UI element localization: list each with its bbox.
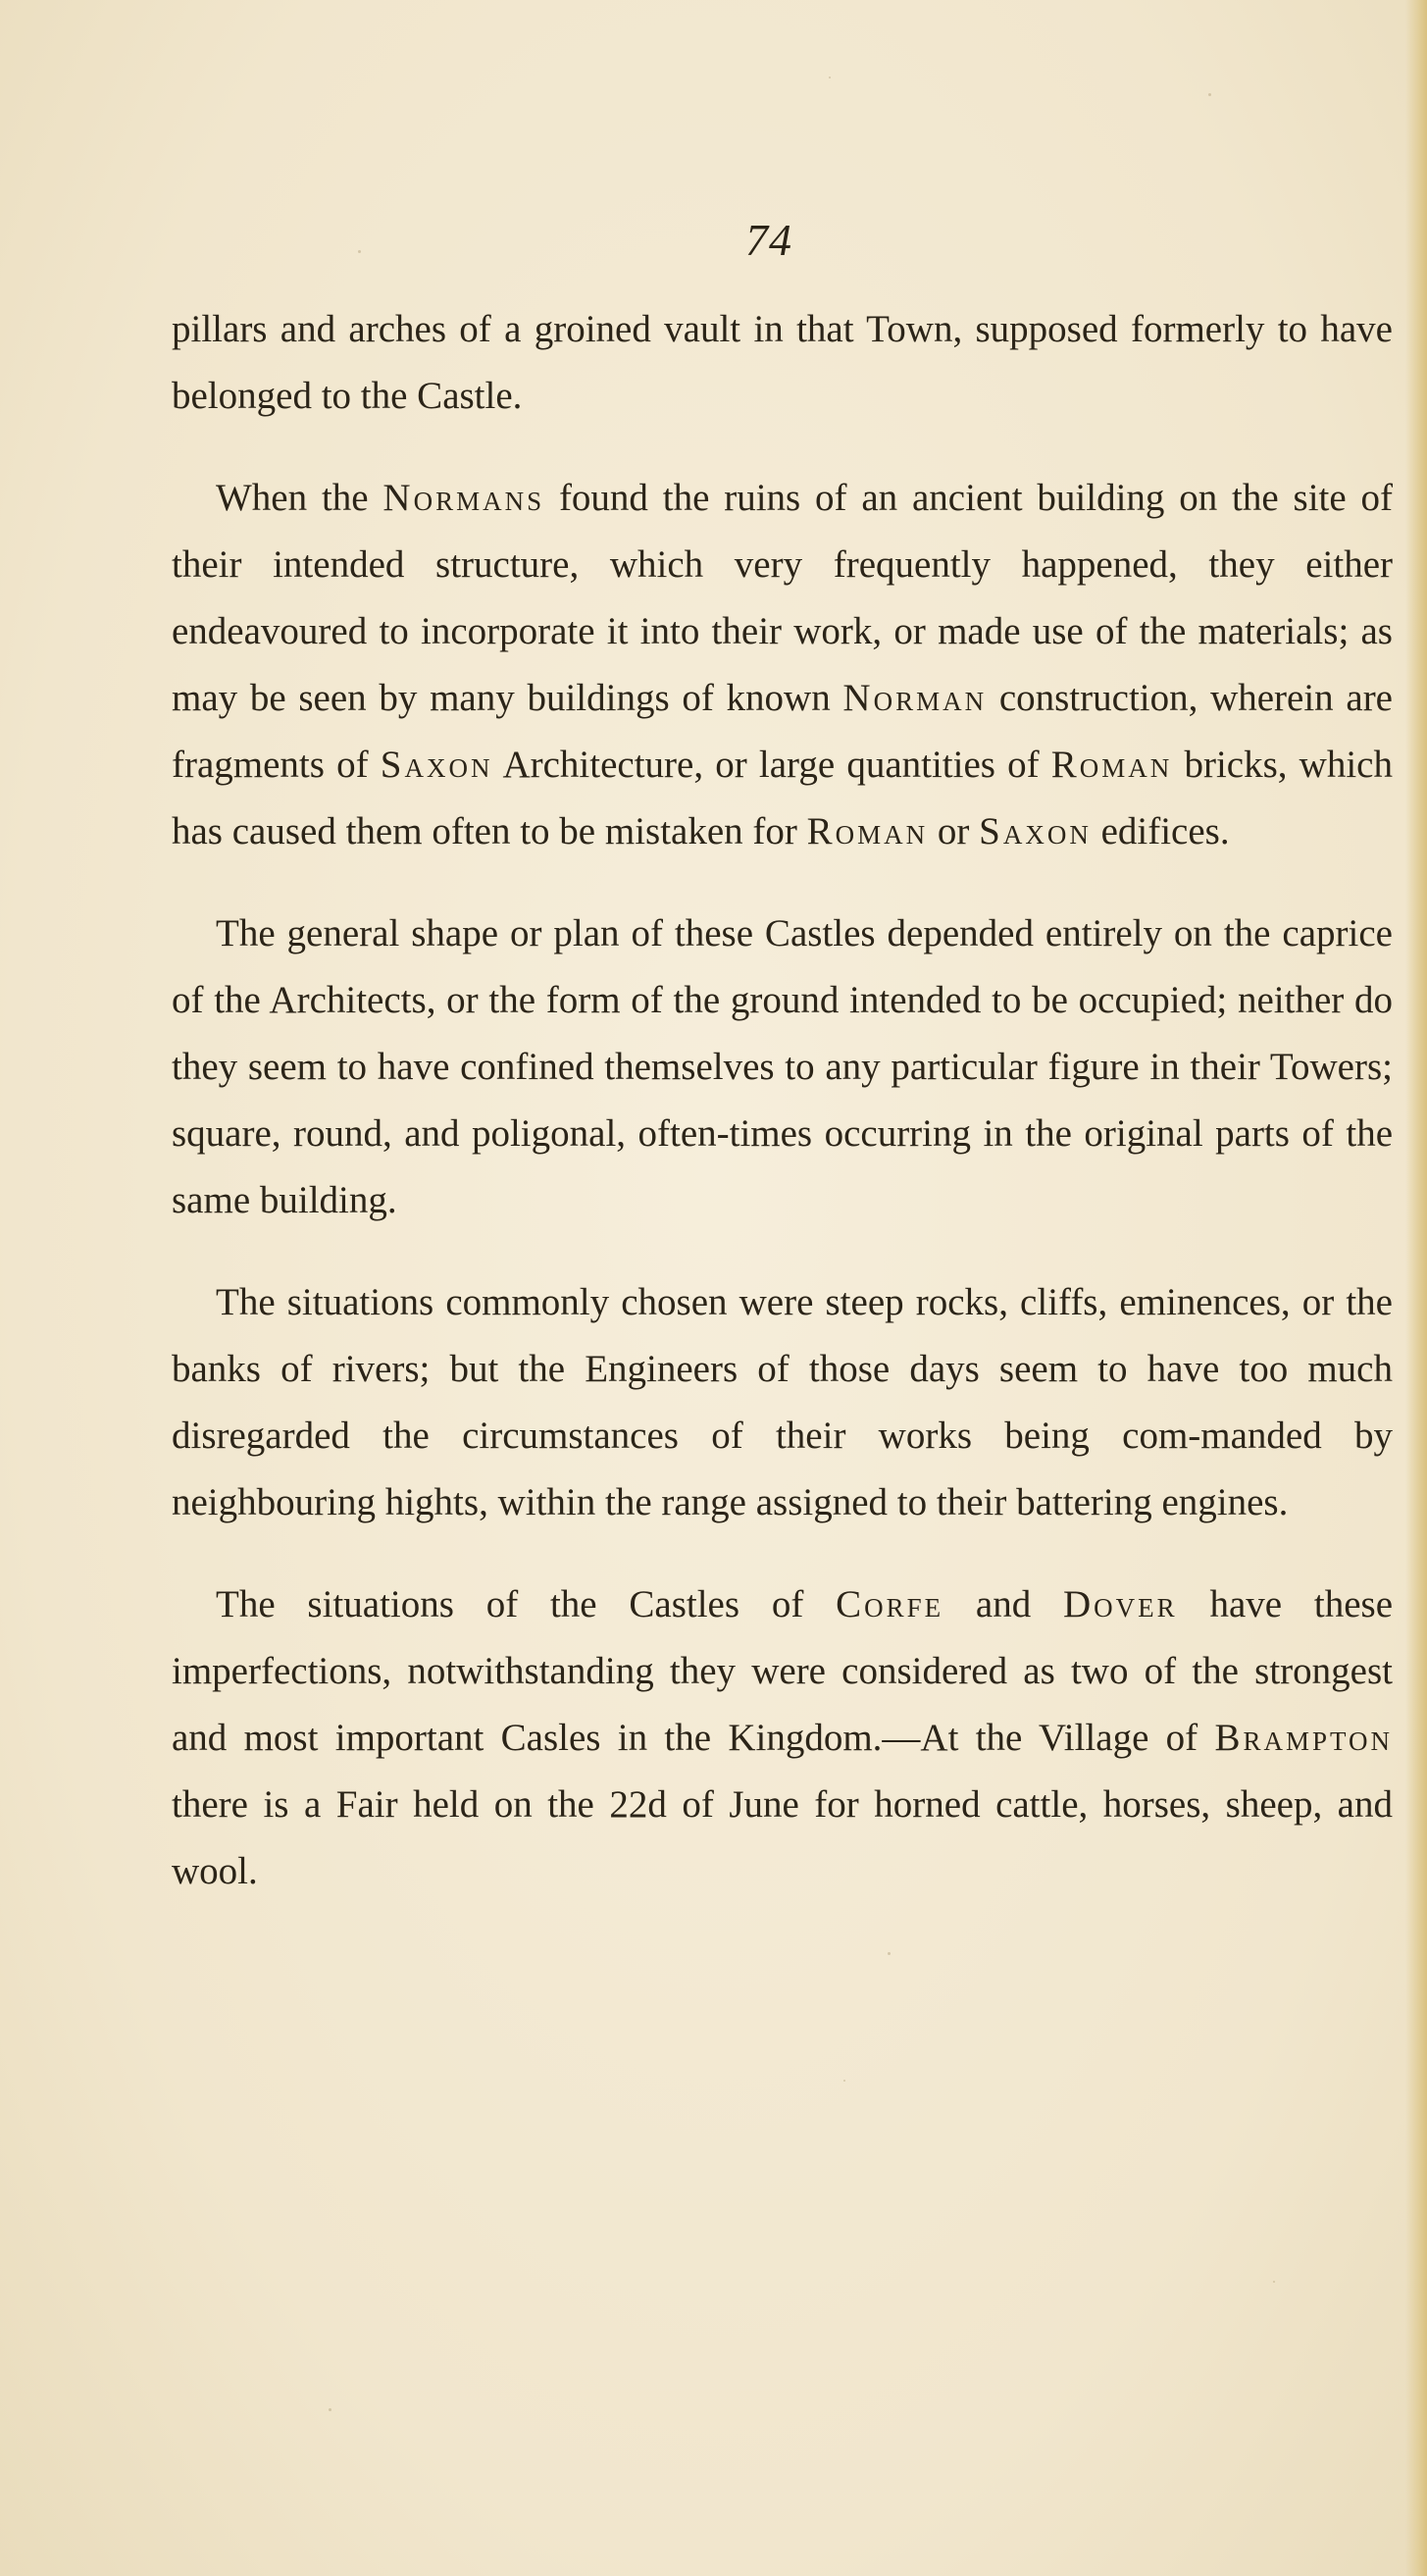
small-caps-name: Dover [1063, 1583, 1178, 1625]
paper-speck [358, 250, 361, 253]
small-caps-name: Normans [382, 477, 545, 519]
page-edge-shading [1405, 0, 1427, 2576]
paper-speck [829, 77, 831, 78]
paragraph-2: When the Normans found the ruins of an ancient building on the site of their intended structure, which very frequently happened, they either endeavoured to incorporate it into their work, or made use of the materials; as may be seen by many buildings of known Norman construction, wherein are fragments of Saxon Architecture, or large quantities of Roman bricks, which has caused them often to be mistaken for Roman or Saxon edifices. [172, 477, 1393, 852]
small-caps-name: Brampton [1214, 1717, 1393, 1759]
small-caps-name: Corfe [836, 1583, 944, 1625]
paragraph-1: pillars and arches of a groined vault in that Town, supposed formerly to have belonged to the Castle. [172, 308, 1393, 417]
paper-speck [1208, 93, 1211, 96]
paragraph-4: The situations commonly chosen were steep rocks, cliffs, eminences, or the banks of rivers; but the Engineers of those days seem to have too much disregarded the circumstances of their works being com-manded by neighbouring hights, within the range assigned to their battering engines. [172, 1281, 1393, 1523]
small-caps-name: Saxon [979, 810, 1092, 852]
page-number: 74 [745, 215, 792, 265]
paper-speck [888, 1952, 891, 1955]
small-caps-name: Saxon [380, 744, 493, 786]
small-caps-name: Norman [842, 677, 988, 719]
paper-speck [843, 2080, 845, 2082]
paragraph-5: The situations of the Castles of Corfe and Dover have these imperfections, notwithstanding they were considered as two of the strongest and most important Casles in the Kingdom.—At the Village of Brampton there is a Fair held on the 22d of June for horned cattle, horses, sheep, and wool. [172, 1583, 1393, 1892]
small-caps-name: Roman [806, 810, 929, 852]
paper-speck [1273, 2281, 1275, 2283]
small-caps-name: Roman [1050, 744, 1173, 786]
paragraph-3: The general shape or plan of these Castles depended entirely on the caprice of the Architects, or the form of the ground intended to be occupied; neither do they seem to have confined themselves to any particular figure in their Towers; square, round, and poligonal, often-times occurring in the original parts of the same building. [172, 912, 1393, 1221]
body-text [172, 296, 1393, 1940]
paper-speck [329, 2408, 331, 2411]
